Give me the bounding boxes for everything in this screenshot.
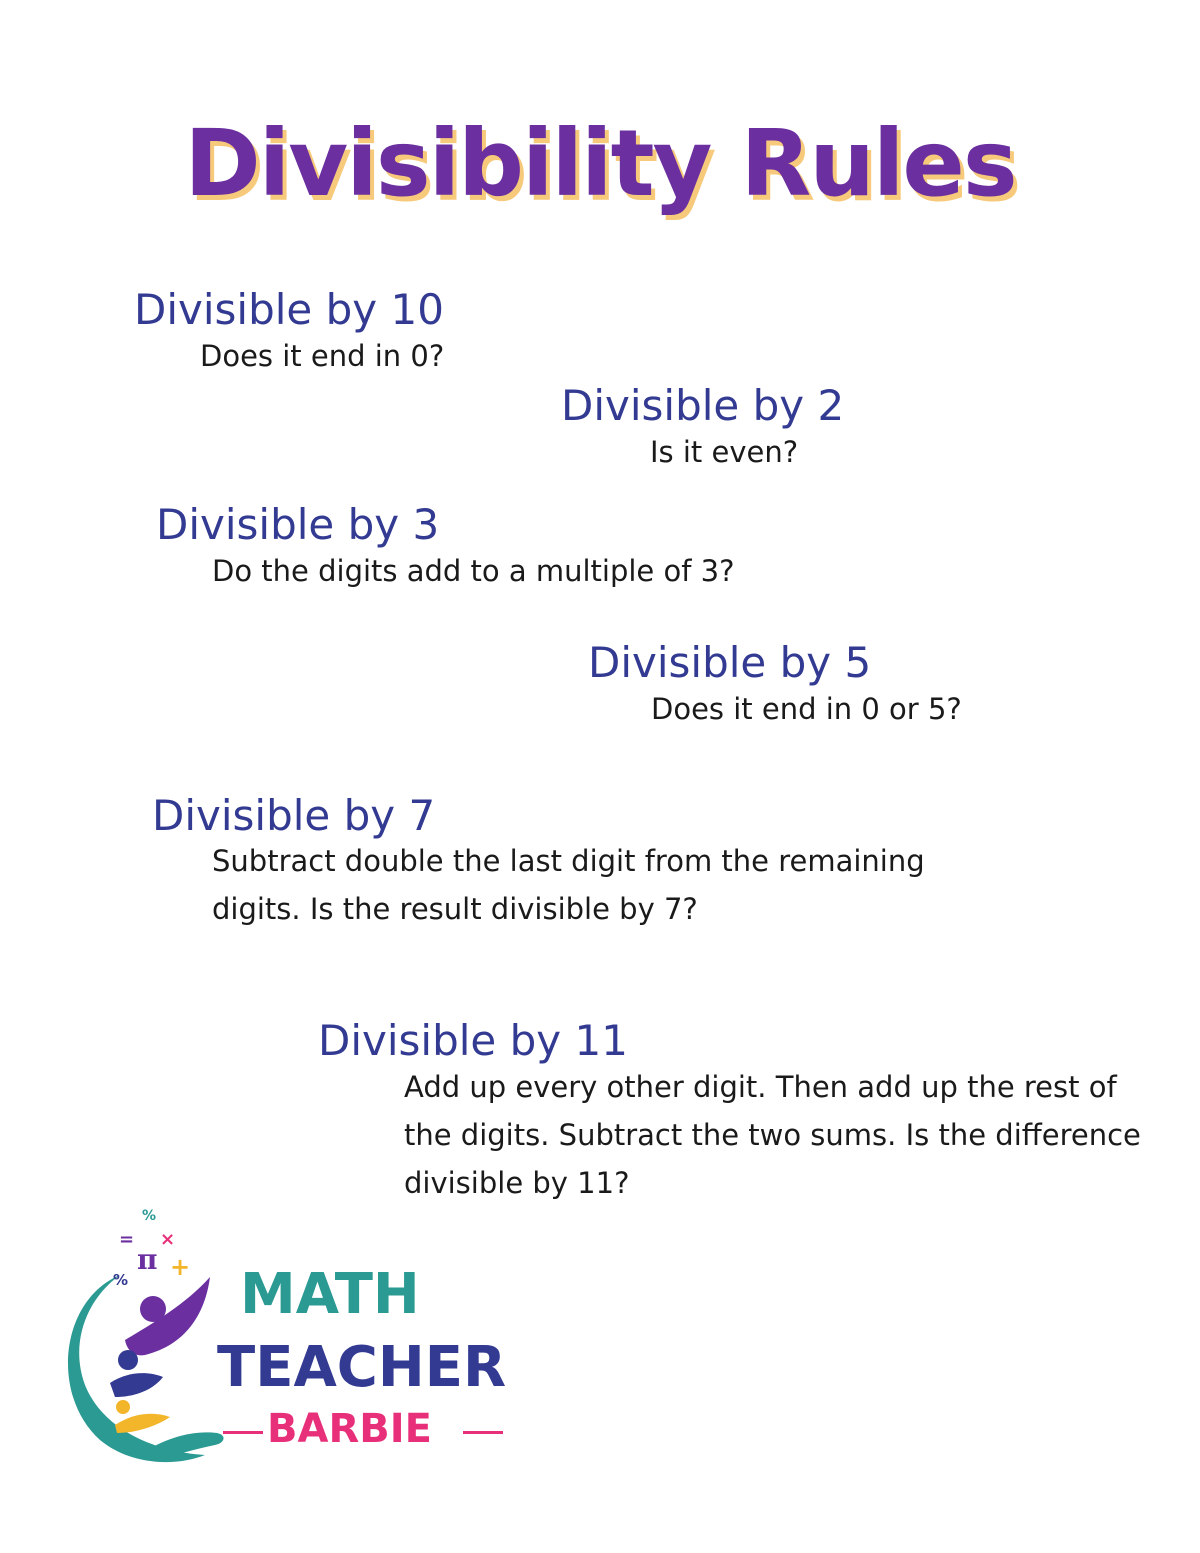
logo-word-teacher: TEACHER xyxy=(217,1335,507,1400)
rule-heading-5: Divisible by 5 xyxy=(588,638,872,687)
logo-divider-left xyxy=(223,1431,263,1434)
equals-symbol-icon: = xyxy=(119,1229,135,1250)
logo-word-barbie: BARBIE xyxy=(267,1406,432,1452)
rule-heading-10: Divisible by 10 xyxy=(134,285,444,334)
logo-emblem-icon xyxy=(45,1205,245,1480)
times-symbol-icon: × xyxy=(160,1229,176,1250)
rule-text-7: Subtract double the last digit from the remaining digits. Is the result divisible by 7? xyxy=(212,844,925,926)
plus-symbol-icon: + xyxy=(170,1253,191,1281)
percent-symbol-2-icon: % xyxy=(113,1271,129,1289)
rule-heading-11: Divisible by 11 xyxy=(318,1016,628,1065)
rule-text-5: Does it end in 0 or 5? xyxy=(651,692,962,726)
logo-word-math: MATH xyxy=(240,1262,420,1327)
rule-heading-7: Divisible by 7 xyxy=(152,791,436,840)
percent-symbol-icon: % xyxy=(142,1208,157,1224)
page-title: Divisibility Rules xyxy=(184,110,1016,217)
pi-symbol-icon: π xyxy=(137,1243,158,1276)
rule-text-2: Is it even? xyxy=(650,435,799,469)
rule-heading-3: Divisible by 3 xyxy=(156,500,440,549)
rule-text-3: Do the digits add to a multiple of 3? xyxy=(212,554,735,588)
math-teacher-barbie-logo xyxy=(45,1205,525,1480)
logo-divider-right xyxy=(463,1431,503,1434)
rule-heading-2: Divisible by 2 xyxy=(561,381,845,430)
rule-text-10: Does it end in 0? xyxy=(200,339,445,373)
rule-text-11: Add up every other digit. Then add up the rest of the digits. Subtract the two sums. Is the difference divisible by 11? xyxy=(404,1070,1141,1200)
